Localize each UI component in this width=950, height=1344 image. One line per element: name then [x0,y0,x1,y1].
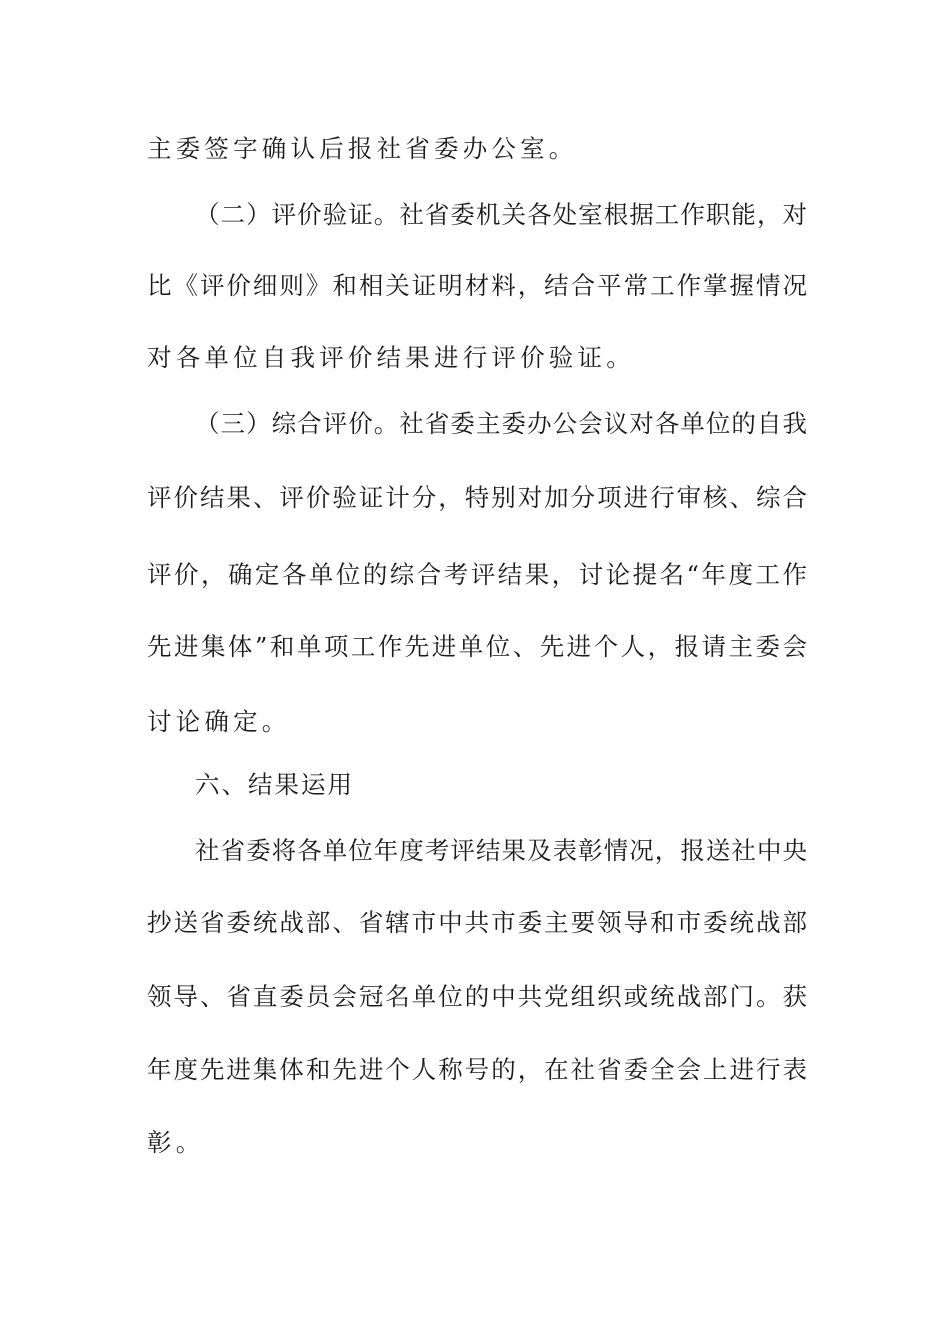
paragraph-line: 领导、省直委员会冠名单位的中共党组织或统战部门。获 [147,982,807,1011]
paragraph-line: 讨论确定。 [147,707,291,736]
paragraph-line: 比《评价细则》和相关证明材料，结合平常工作掌握情况 [147,271,807,300]
paragraph-line: 先进集体”和单项工作先进单位、先进个人，报请主委会 [147,632,807,661]
paragraph-line: 评价，确定各单位的综合考评结果，讨论提名“年度工作 [147,560,807,589]
paragraph-line: 抄送省委统战部、省辖市中共市委主要领导和市委统战部 [147,908,807,937]
paragraph-line: 评价结果、评价验证计分，特别对加分项进行审核、综合 [147,483,807,512]
paragraph-line: 年度先进集体和先进个人称号的，在社省委全会上进行表 [147,1055,807,1084]
paragraph-line: 对各单位自我评价结果进行评价验证。 [147,343,635,372]
paragraph-line: （二）评价验证。社省委机关各处室根据工作职能，对 [195,200,807,229]
section-heading: 六、结果运用 [195,770,354,799]
paragraph-line: 主委签字确认后报社省委办公室。 [147,134,578,163]
paragraph-line: 彰。 [147,1128,205,1157]
paragraph-line: 社省委将各单位年度考评结果及表彰情况，报送社中央 [195,836,807,865]
paragraph-line: （三）综合评价。社省委主委办公会议对各单位的自我 [195,409,807,438]
